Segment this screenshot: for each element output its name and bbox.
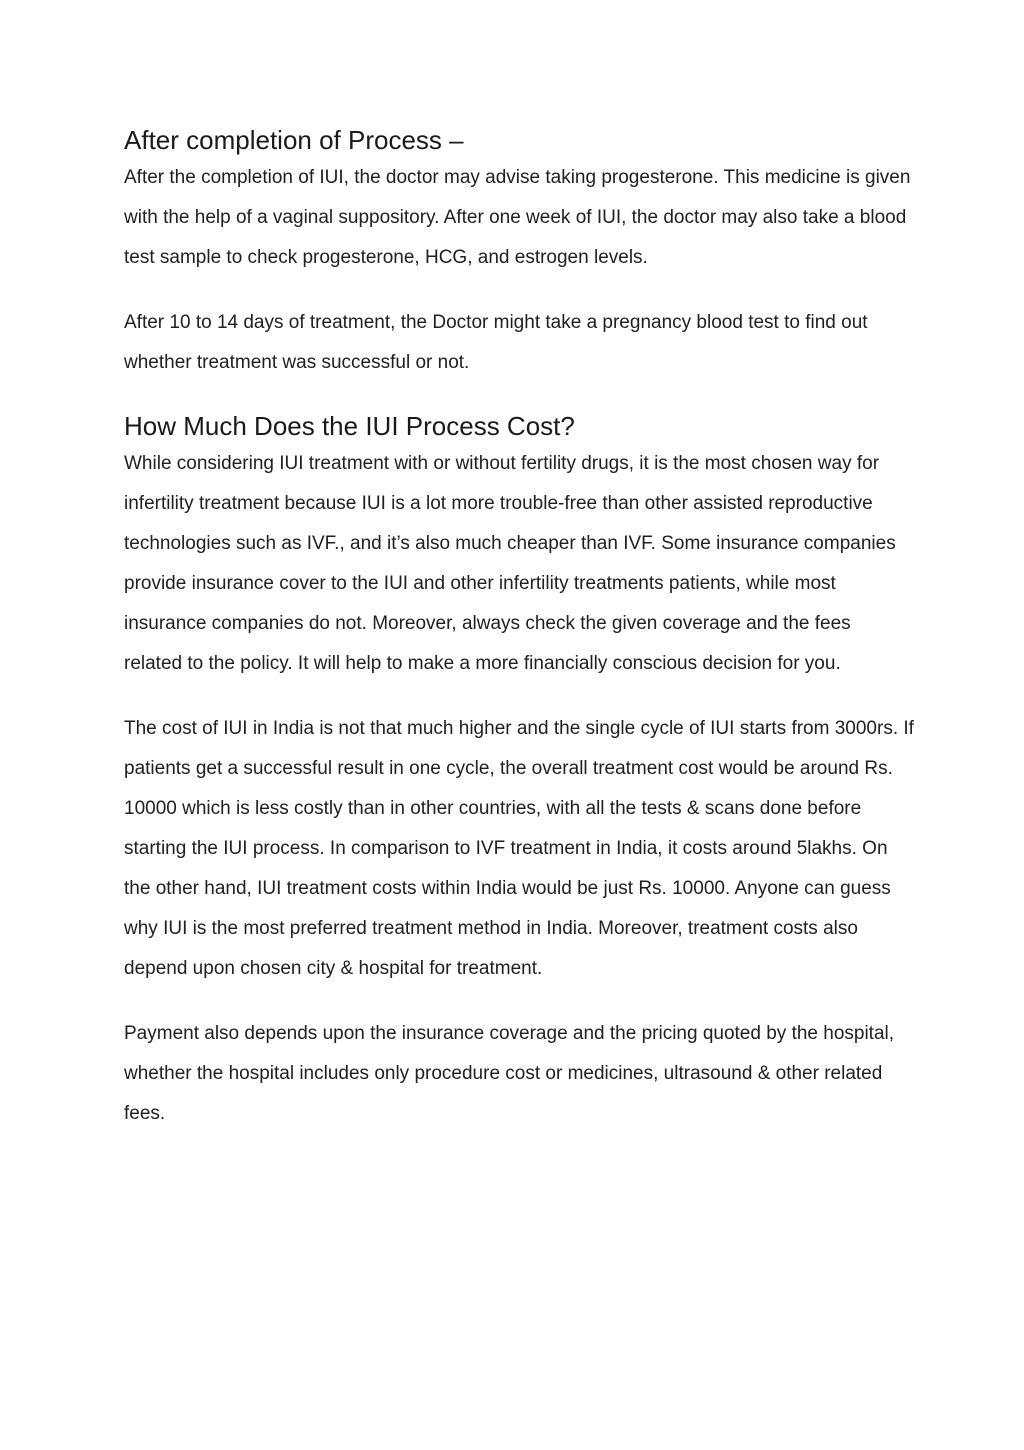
paragraph-iui-choice: While considering IUI treatment with or without fertility drugs, it is the most chosen way for infertility treatment because IUI is a lot more trouble-free than other assisted reproductive technologies such as IVF., and it’s also much cheaper than IVF. Some insurance companies provide insurance cover to the IUI and other infertility treatments patients, while most insurance companies do not. Moreover, always check the given coverage and the fees related to the policy. It will help to make a more financially conscious decision for you. [124,453,896,674]
document-content [124,122,914,1134]
section-heading-after-completion: After completion of Process – [124,125,464,155]
paragraph-pregnancy-test: After 10 to 14 days of treatment, the Doctor might take a pregnancy blood test to find out whether treatment was successful or not. [124,312,868,373]
section-heading-iui-cost: How Much Does the IUI Process Cost? [124,411,575,441]
paragraph-iui-cost-india: The cost of IUI in India is not that much higher and the single cycle of IUI starts from 3000rs. If patients get a successful result in one cycle, the overall treatment cost would be around Rs. 10000 which is less costly than in other countries, with all the tests & scans done before starting the IUI process. In comparison to IVF treatment in India, it costs around 5lakhs. On the other hand, IUI treatment costs within India would be just Rs. 10000. Anyone can guess why IUI is the most preferred treatment method in India. Moreover, treatment costs also depend upon chosen city & hospital for treatment. [124,718,914,979]
paragraph-payment: Payment also depends upon the insurance coverage and the pricing quoted by the hospital, whether the hospital includes only procedure cost or medicines, ultrasound & other related fees. [124,1023,895,1124]
paragraph-progesterone: After the completion of IUI, the doctor may advise taking progesterone. This medicine is given with the help of a vaginal suppository. After one week of IUI, the doctor may also take a blood test sample to check progesterone, HCG, and estrogen levels. [124,167,911,268]
